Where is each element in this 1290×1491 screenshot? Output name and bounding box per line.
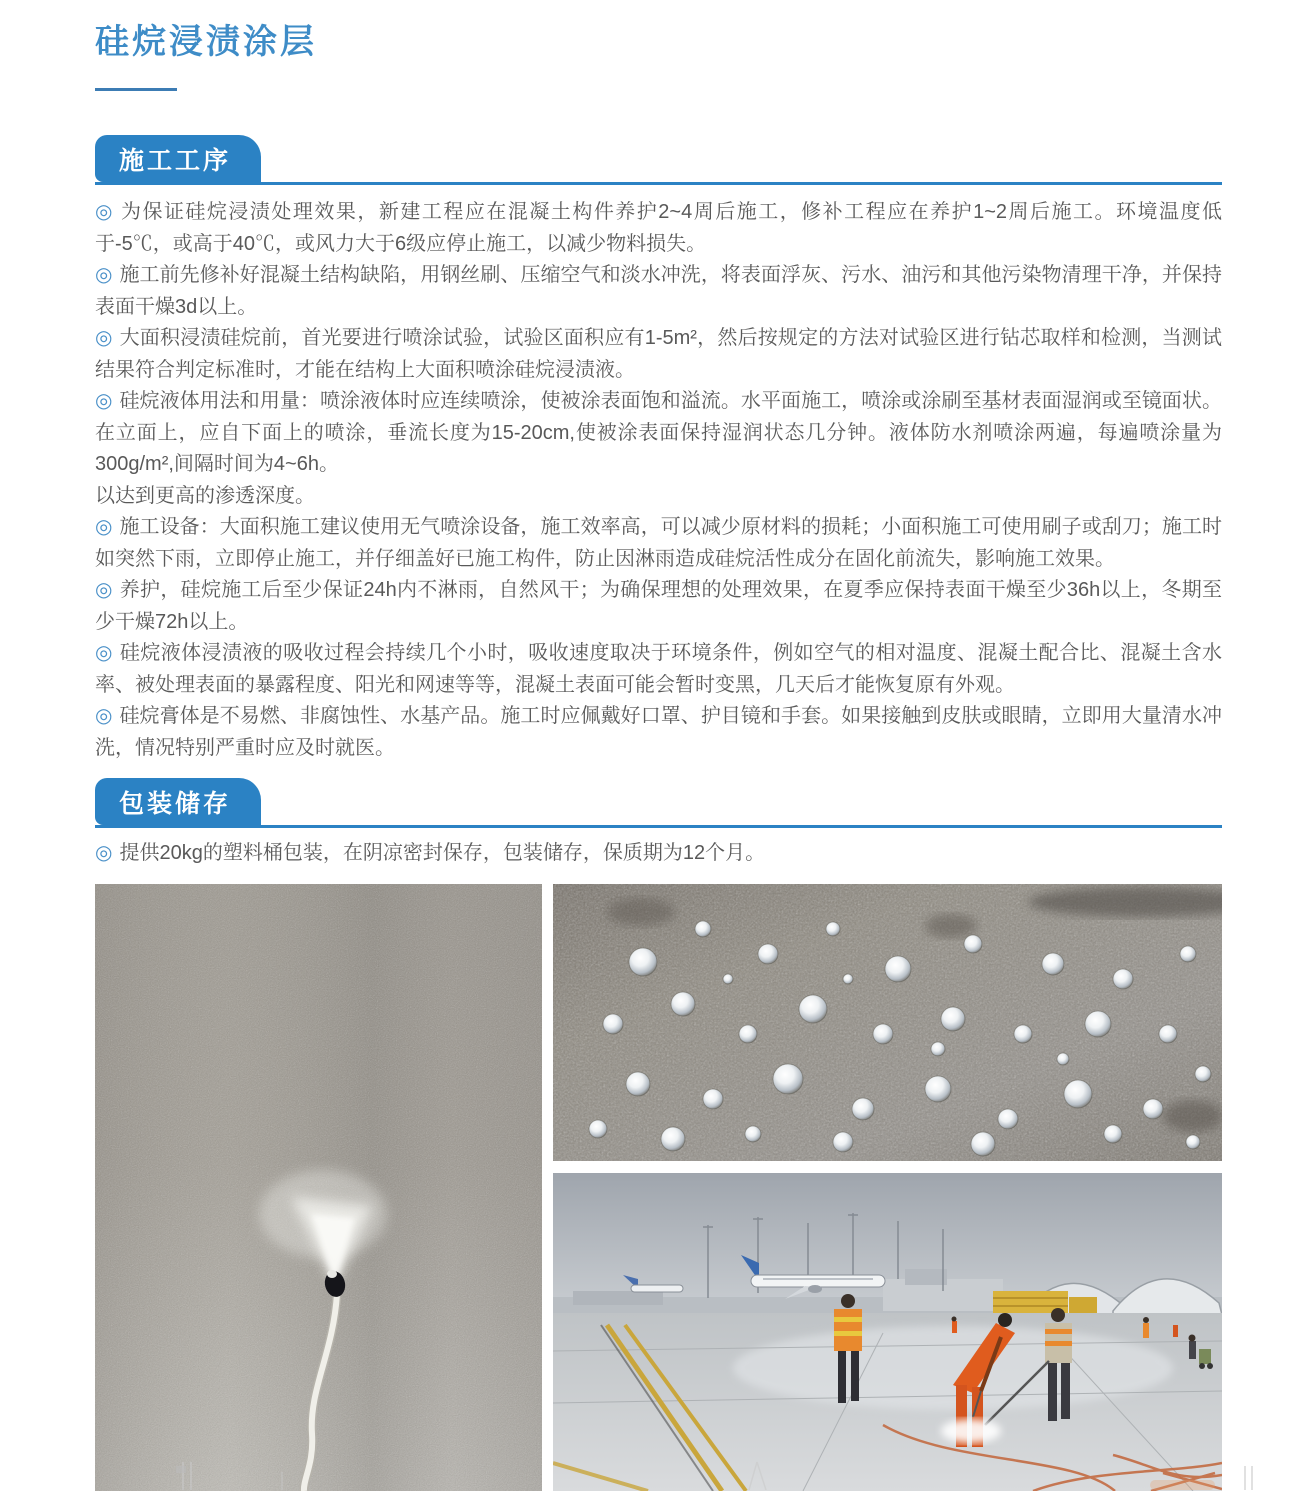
faint-blob [176, 1466, 186, 1473]
bullet-item [95, 638, 1222, 701]
bullet-text: 硅烷膏体是不易燃、非腐蚀性、水基产品。施工时应佩戴好口罩、护目镜和手套。如果接触到皮肤或眼睛，立即用大量清水冲洗，情况特别严重时应及时就医。 [95, 705, 1222, 759]
page-title: 硅烷浸渍涂层 [95, 23, 317, 61]
section-header-construction [95, 135, 1222, 185]
bullet-icon: ◎ [95, 642, 113, 664]
photo-airport-apron-spraying [553, 1173, 1222, 1491]
faint-orange-mark [1150, 1480, 1215, 1490]
bullet-icon: ◎ [95, 705, 113, 727]
bullet-item [95, 323, 1222, 386]
bullet-text: 硅烷液体浸渍液的吸收过程会持续几个小时，吸收速度取决于环境条件，例如空气的相对温度、混凝土配合比、混凝土含水率、被处理表面的暴露程度、阳光和网速等等，混凝土表面可能会暂时变黑，几天后才能恢复原有外观。 [95, 642, 1223, 696]
bullet-icon: ◎ [95, 579, 113, 601]
bullet-continuation: 以达到更高的渗透深度。 [95, 484, 315, 507]
section-badge: 包装储存 [95, 778, 261, 825]
bullet-text: 养护，硅烷施工后至少保证24h内不淋雨，自然风干；为确保理想的处理效果，在夏季应保持表面干燥至少36h以上，冬期至少干燥72h以上。 [95, 579, 1222, 633]
bullet-icon: ◎ [95, 516, 113, 538]
bullet-text: 施工设备：大面积施工建议使用无气喷涂设备，施工效率高，可以减少原材料的损耗；小面积施工可使用刷子或刮刀；施工时如突然下雨，立即停止施工，并仔细盖好已施工构件，防止因淋雨造成硅烷活性成分在固化前流失，影响施工效果。 [95, 516, 1222, 570]
bullet-text: 施工前先修补好混凝土结构缺陷，用钢丝刷、压缩空气和淡水冲洗，将表面浮灰、污水、油污和其他污染物清理干净，并保持表面干燥3d以上。 [95, 264, 1222, 318]
bullet-icon: ◎ [95, 327, 113, 349]
bullet-icon: ◎ [95, 842, 113, 864]
bullet-item [95, 701, 1222, 764]
bullet-item [95, 197, 1222, 260]
photo-gallery [95, 884, 1222, 1491]
bullet-icon: ◎ [95, 264, 113, 286]
bullet-item [95, 386, 1222, 481]
bullet-text: 大面积浸渍硅烷前，首光要进行喷涂试验，试验区面积应有1-5m²，然后按规定的方法对试验区进行钻芯取样和检测，当测试结果符合判定标准时，才能在结构上大面积喷涂硅烷浸渍液。 [95, 327, 1222, 381]
bullet-item [95, 260, 1222, 323]
bullet-icon: ◎ [95, 390, 113, 412]
bullet-item [95, 575, 1222, 638]
photo-hydrophobic-water-beads [553, 884, 1222, 1161]
photo-column-right [553, 884, 1222, 1491]
section-header-packaging [95, 778, 1222, 828]
bullet-text: 提供20kg的塑料桶包装，在阴凉密封保存，包装储存，保质期为12个月。 [119, 842, 766, 864]
spray-mist [941, 1419, 1001, 1443]
bullet-item [95, 512, 1222, 575]
section-badge: 施工工序 [95, 135, 261, 182]
title-underline [95, 88, 177, 91]
next-page-peek [0, 1456, 1290, 1490]
bullet-text: 为保证硅烷浸渍处理效果，新建工程应在混凝土构件养护2~4周后施工，修补工程应在养护1~2周后施工。环境温度低于-5℃，或高于40℃，或风力大于6级应停止施工，以减少物料损失。 [95, 201, 1222, 255]
photo-wall-silane-spray [95, 884, 542, 1491]
bullet-text: 硅烷液体用法和用量：喷涂液体时应连续喷涂，使被涂表面饱和溢流。水平面施工，喷涂或涂刷至基材表面湿润或至镜面状。在立面上，应自下面上的喷涂，垂流长度为15-20cm,使被涂表面保持湿润状态几分钟。液体防水剂喷涂两遍，每遍喷涂量为300g/m²,间隔时间为4~6h。 [95, 390, 1222, 475]
construction-bullet-list [95, 197, 1222, 764]
packaging-bullet-list [95, 838, 1222, 870]
page-content [95, 14, 1222, 1491]
bullet-icon: ◎ [95, 201, 114, 223]
bullet-item [95, 838, 1222, 870]
